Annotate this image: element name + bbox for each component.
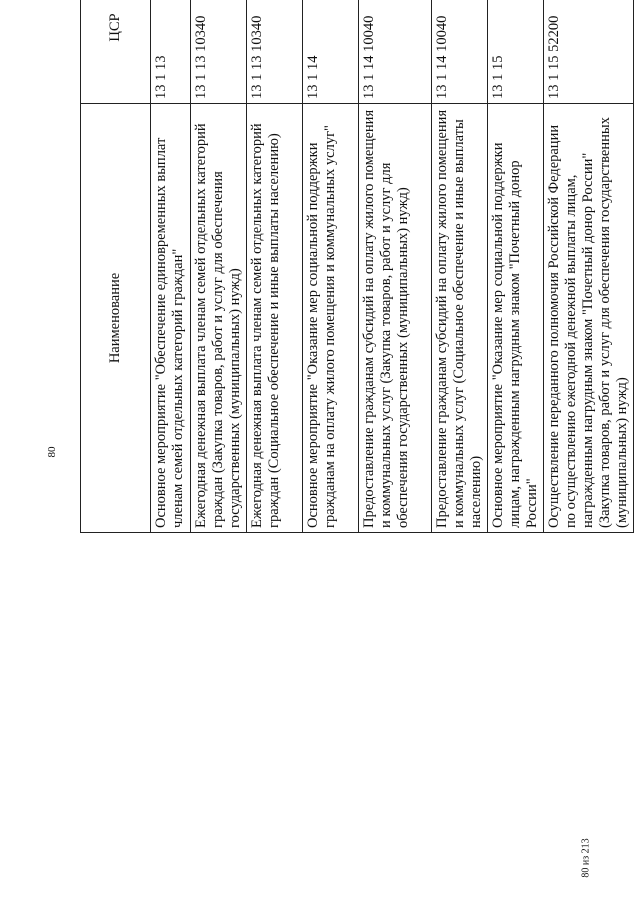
page-counter: 80 из 213 <box>580 838 592 878</box>
table-row <box>359 0 432 533</box>
row-csr: 13 1 13 10340 <box>191 0 247 104</box>
row-csr: 13 1 14 10040 <box>359 0 432 104</box>
row-csr: 13 1 14 <box>303 0 359 104</box>
table-row <box>303 0 359 533</box>
row-csr: 13 1 15 52200 <box>544 0 634 104</box>
header-csr: ЦСР <box>81 0 151 104</box>
page-number: 80 <box>46 446 58 458</box>
row-name: Основное мероприятие "Оказание мер социальной поддержки гражданам на оплату жилого помещения и коммунальных услуг" <box>303 104 359 533</box>
header-name: Наименование <box>81 104 151 533</box>
row-name: Ежегодная денежная выплата членам семей отдельных категорий граждан (Социальное обеспечение и иные выплаты населению) <box>247 104 303 533</box>
budget-table <box>80 0 634 533</box>
row-name: Ежегодная денежная выплата членам семей отдельных категорий граждан (Закупка товаров, работ и услуг для обеспечения государственных (муниципальных) нужд) <box>191 104 247 533</box>
row-name: Предоставление гражданам субсидий на оплату жилого помещения и коммунальных услуг (Закупка товаров, работ и услуг для обеспечения государственных (муниципальных) нужд) <box>359 104 432 533</box>
table-row <box>488 0 544 533</box>
row-name: Основное мероприятие "Оказание мер социальной поддержки лицам, награжденным нагрудным знаком "Почетный донор России" <box>488 104 544 533</box>
table-row <box>151 0 191 533</box>
row-csr: 13 1 15 <box>488 0 544 104</box>
row-csr: 13 1 13 <box>151 0 191 104</box>
row-csr: 13 1 14 10040 <box>432 0 488 104</box>
row-name: Предоставление гражданам субсидий на оплату жилого помещения и коммунальных услуг (Социальное обеспечение и иные выплаты населению) <box>432 104 488 533</box>
budget-table-container <box>80 8 630 893</box>
row-csr: 13 1 13 10340 <box>247 0 303 104</box>
table-row <box>432 0 488 533</box>
table-row <box>247 0 303 533</box>
table-header-row <box>81 0 151 533</box>
table-row <box>544 0 634 533</box>
table-row <box>191 0 247 533</box>
row-name: Основное мероприятие "Обеспечение единовременных выплат членам семей отдельных категорий граждан" <box>151 104 191 533</box>
row-name: Осуществление переданного полномочия Российской Федерации по осуществлению ежегодной денежной выплаты лицам, награжденным нагрудным знаком "Почетный донор России" (Закупка товаров, работ и услуг для обеспечения государственных (муниципальных) нужд) <box>544 104 634 533</box>
